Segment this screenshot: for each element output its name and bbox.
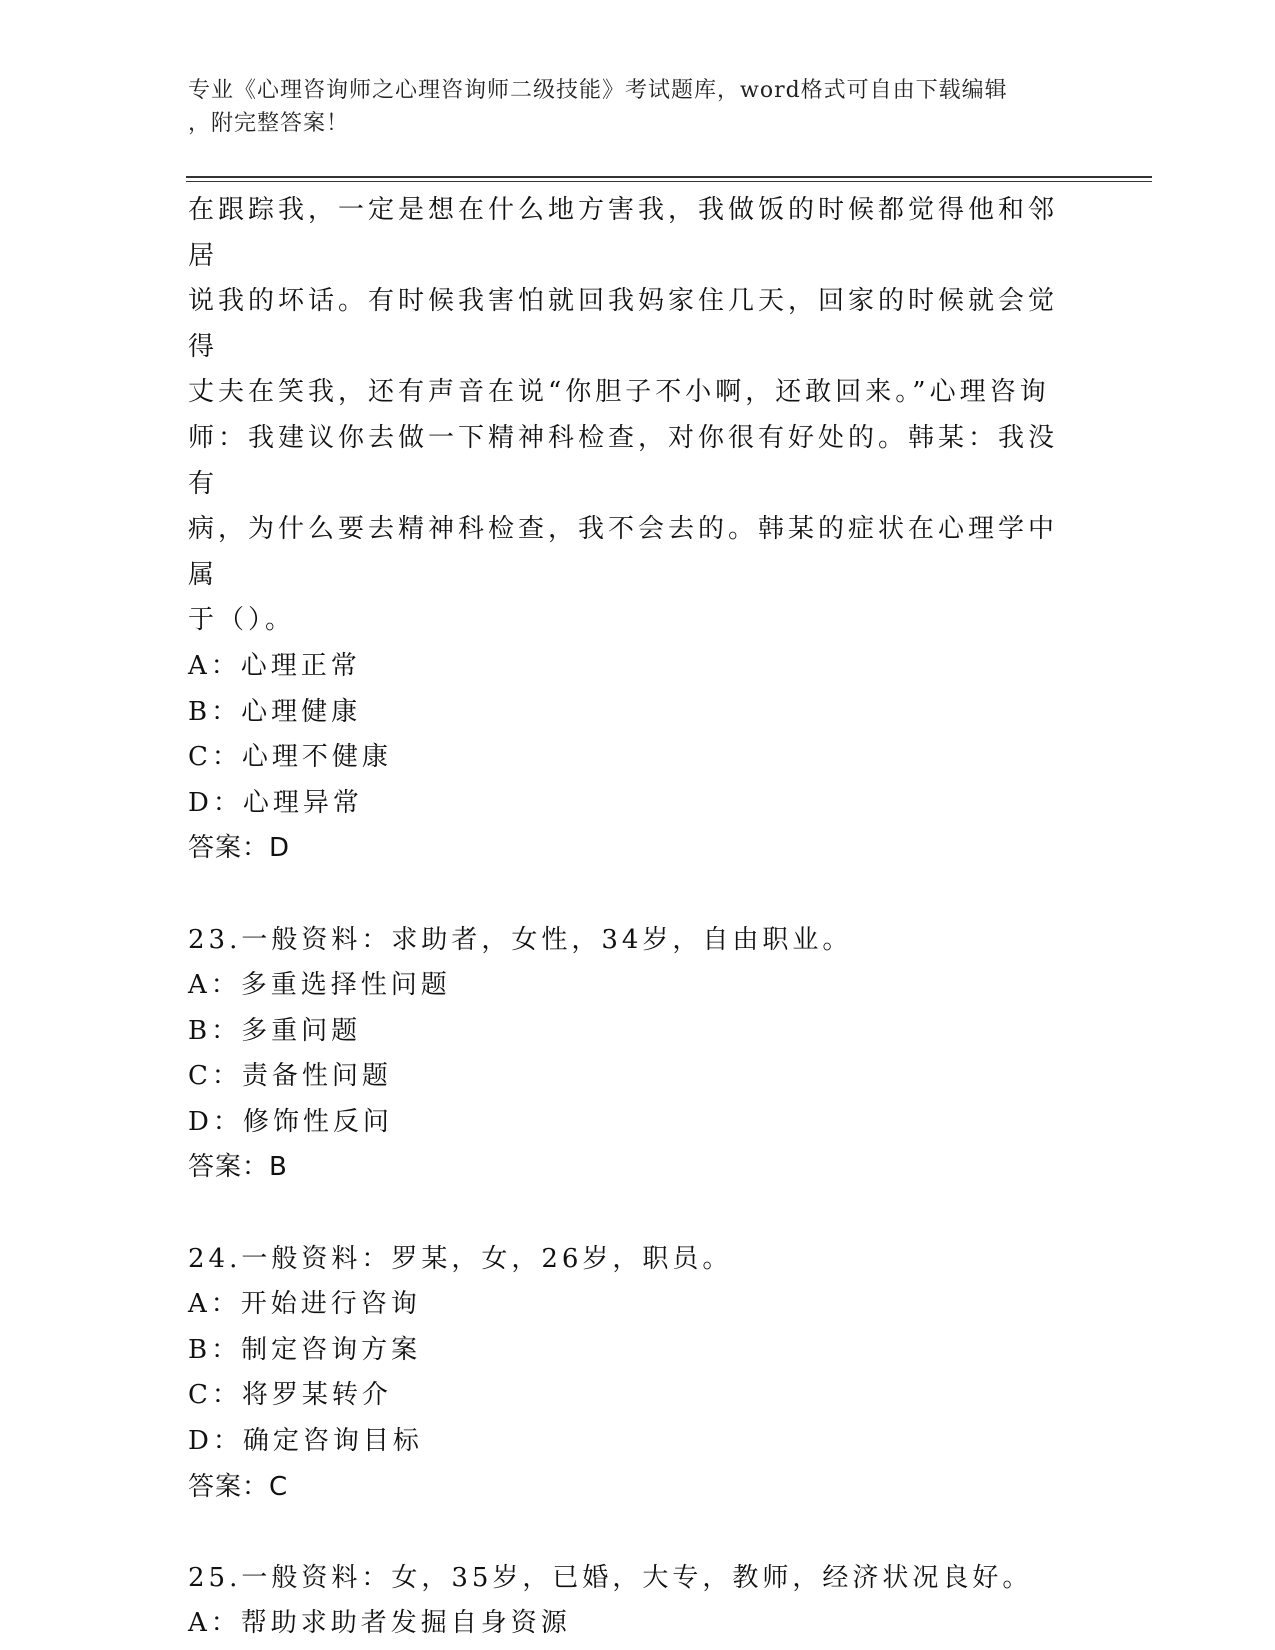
question-22-option-b: B：心理健康 — [188, 696, 362, 727]
question-23-stem: 23.一般资料：求助者，女性，34岁，自由职业。 — [188, 924, 853, 955]
question-22-option-d: D：心理异常 — [188, 787, 363, 818]
question-24-option-b: B：制定咨询方案 — [188, 1334, 422, 1365]
question-24-option-d: D：确定咨询目标 — [188, 1426, 423, 1457]
question-24-stem: 24.一般资料：罗某，女，26岁，职员。 — [188, 1243, 733, 1274]
document-header — [188, 74, 1068, 140]
question-24-option-a: A：开始进行咨询 — [188, 1289, 421, 1320]
header-line-2: ，附完整答案！ — [188, 111, 350, 136]
question-23-option-b: B：多重问题 — [188, 1015, 362, 1046]
question-24-answer: 答案：C — [188, 1471, 289, 1502]
header-rule-thick — [186, 176, 1152, 178]
question-23-option-a: A：多重选择性问题 — [188, 970, 451, 1001]
question-22-answer: 答案：D — [188, 833, 291, 864]
document-body — [188, 188, 1068, 1647]
question-22-stem: 在跟踪我，一定是想在什么地方害我，我做饭的时候都觉得他和邻居 说我的坏话。有时候我害怕就回我妈家住几天，回家的时候就会觉得 丈夫在笑我，还有声音在说“你胆子不小啊，还敢回来。”心理咨询 师：我建议你去做一下精神科检查，对你很有好处的。韩某：我没有 病，为什么要去精神科检查，我不会去的。韩某的症状在心理学中属 于（）。 — [188, 195, 1059, 636]
question-23-option-c: C：责备性问题 — [188, 1061, 392, 1092]
question-25-stem: 25.一般资料：女，35岁，已婚，大专，教师，经济状况良好。 — [188, 1562, 1033, 1593]
header-line-1: 专业《心理咨询师之心理咨询师二级技能》考试题库，word格式可自由下载编辑 — [188, 78, 1008, 103]
spacer — [188, 1191, 1068, 1237]
question-24-option-c: C：将罗某转介 — [188, 1380, 392, 1411]
spacer — [188, 872, 1068, 918]
question-23-option-d: D：修饰性反问 — [188, 1106, 393, 1137]
question-22-option-a: A：心理正常 — [188, 650, 361, 681]
question-23-answer: 答案：B — [188, 1152, 288, 1183]
question-22-option-c: C：心理不健康 — [188, 742, 392, 773]
spacer — [188, 1510, 1068, 1556]
header-rule-thin — [186, 181, 1152, 182]
question-25-option-a: A：帮助求助者发掘自身资源 — [188, 1608, 571, 1639]
